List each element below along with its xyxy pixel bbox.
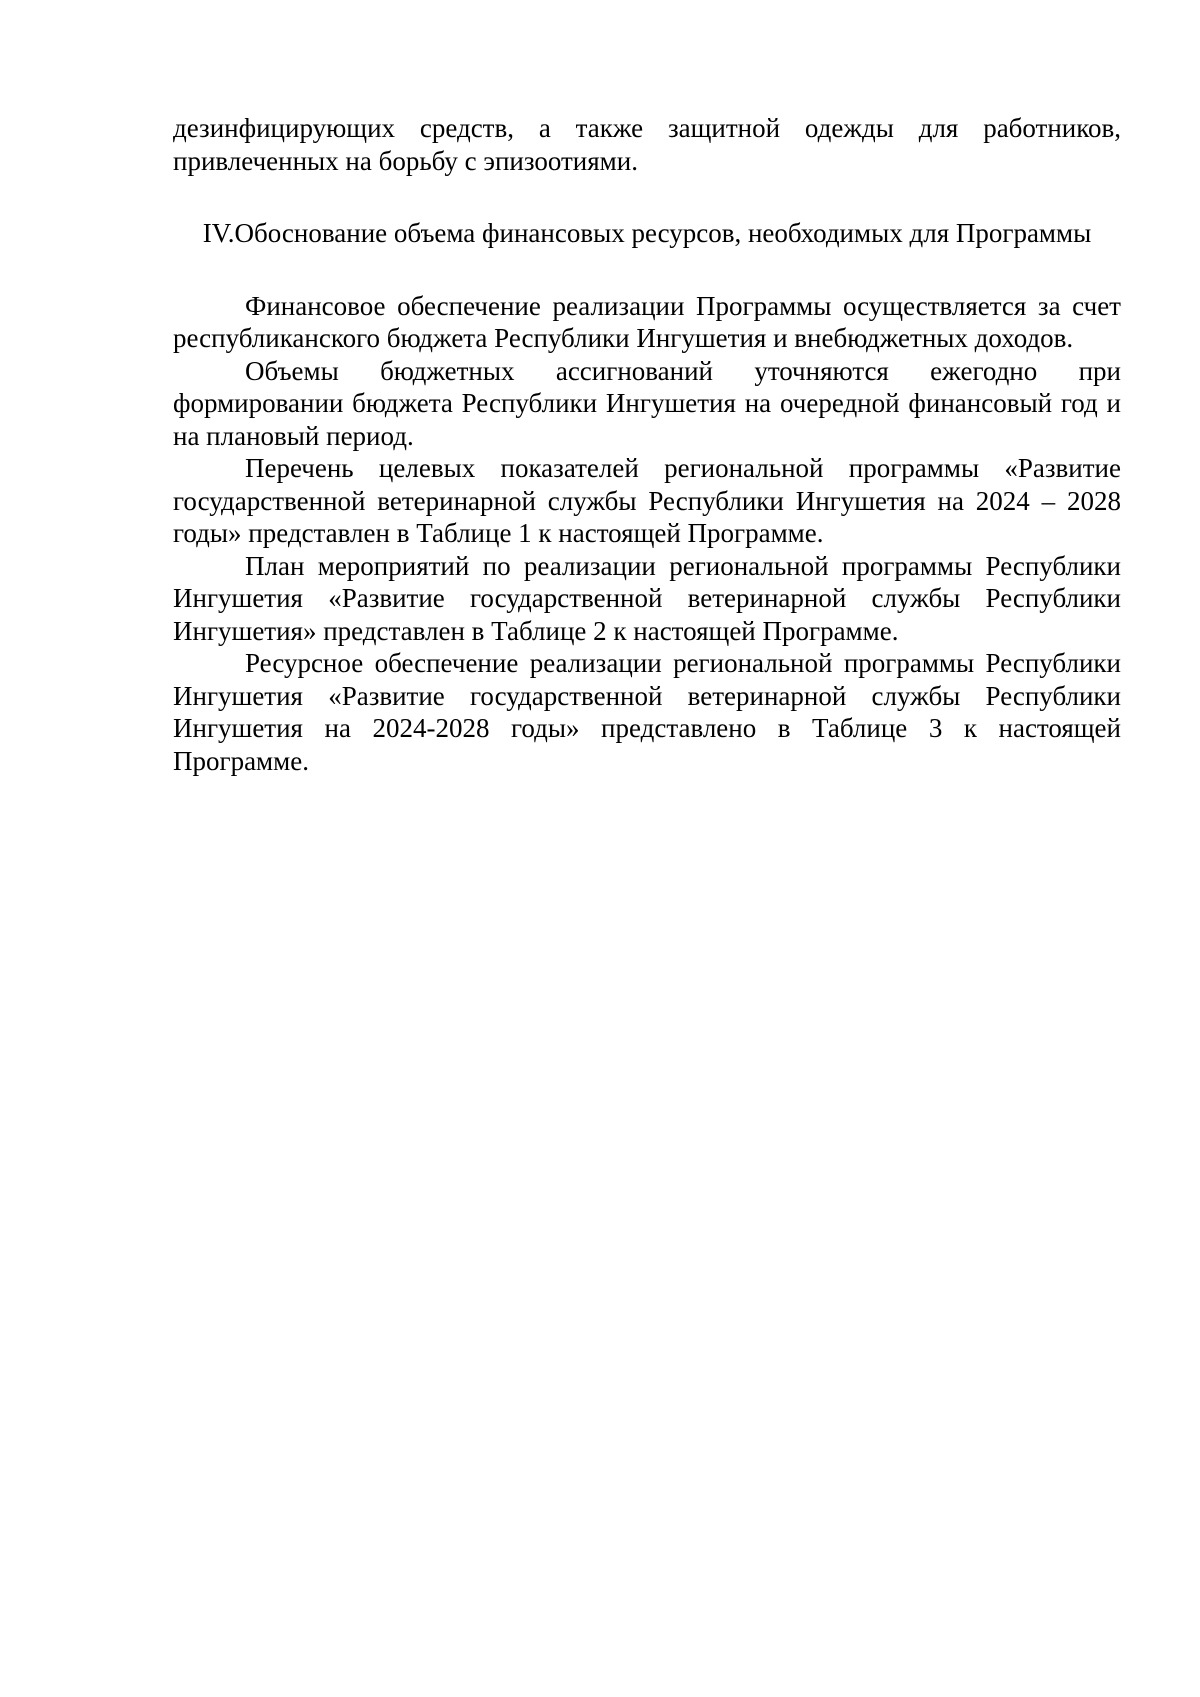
paragraph-resource-support: Ресурсное обеспечение реализации региональной программы Республики Ингушетия «Развитие государственной ветеринарной службы Республики Ингушетия на 2024-2028 годы» представлено в Таблице 3 к настоящей Программе. xyxy=(173,648,1121,776)
document-page xyxy=(173,112,1121,777)
paragraph-action-plan: План мероприятий по реализации региональной программы Республики Ингушетия «Развитие государственной ветеринарной службы Республики Ингушетия» представлен в Таблице 2 к настоящей Программе. xyxy=(173,550,1121,646)
paragraph-budget-allocations: Объемы бюджетных ассигнований уточняются ежегодно при формировании бюджета Республики Ингушетия на очередной финансовый год и на плановый период. xyxy=(173,355,1121,451)
section-heading: IV.Обоснование объема финансовых ресурсов, необходимых для Программы xyxy=(202,218,1092,248)
paragraph-target-indicators: Перечень целевых показателей региональной программы «Развитие государственной ветеринарной службы Республики Ингушетия на 2024 – 2028 годы» представлен в Таблице 1 к настоящей Программе. xyxy=(173,453,1121,548)
paragraph-financing: Финансовое обеспечение реализации Программы осуществляется за счет республиканского бюджета Республики Ингушетия и внебюджетных доходов. xyxy=(173,290,1121,353)
continuation-paragraph: дезинфицирующих средств, а также защитной одежды для работников, привлеченных на борьбу с эпизоотиями. xyxy=(173,113,1121,176)
